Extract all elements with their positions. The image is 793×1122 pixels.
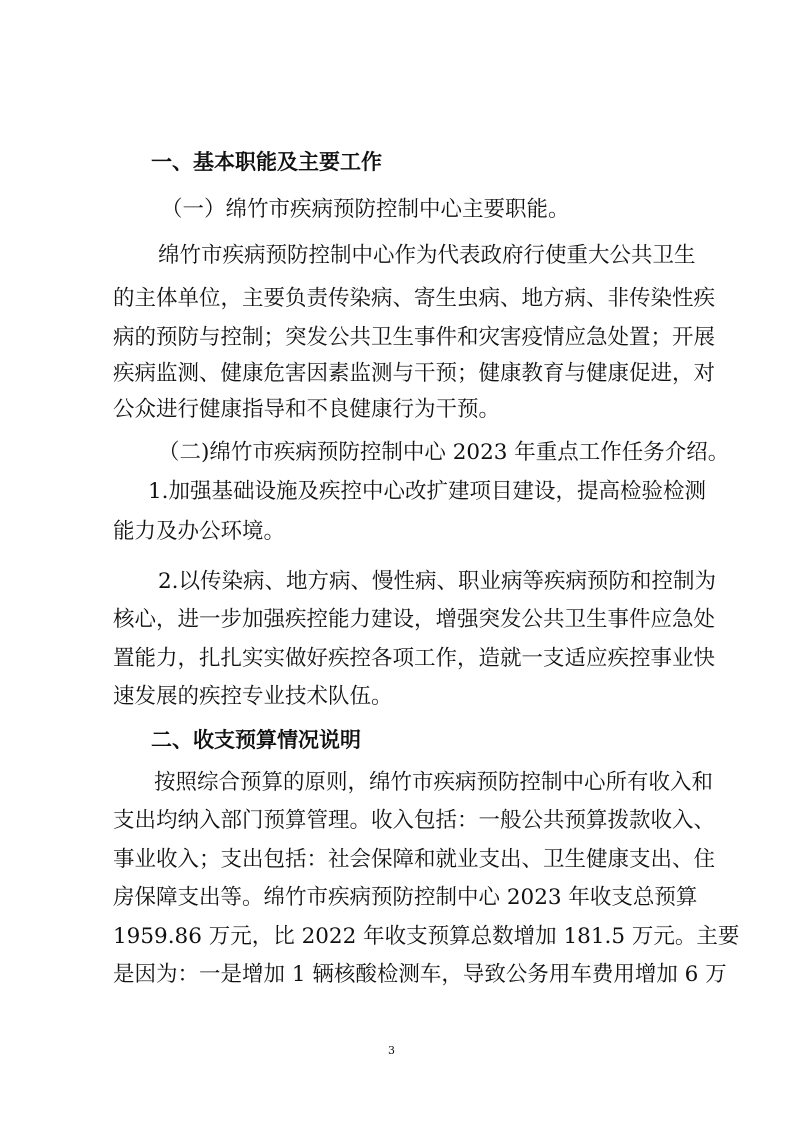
list-item-line: 能力及办公环境。 xyxy=(113,519,286,544)
section-heading-2: 二、收支预算情况说明 xyxy=(151,728,361,752)
section-heading-1: 一、基本职能及主要工作 xyxy=(151,150,382,174)
subsection-heading-1: （一）绵竹市疾病预防控制中心主要职能。 xyxy=(161,197,570,222)
paragraph-line: 支出均纳入部门预算管理。收入包括：一般公共预算拨款收入、 xyxy=(113,808,716,833)
list-item-line: 2.以传染病、地方病、慢性病、职业病等疾病预防和控制为 xyxy=(158,569,717,594)
paragraph-line: 的主体单位，主要负责传染病、寄生虫病、地方病、非传染性疾 xyxy=(113,286,716,311)
page-number: 3 xyxy=(388,1044,395,1057)
paragraph-line: 1959.86 万元，比 2022 年收支预算总数增加 181.5 万元。主要 xyxy=(113,924,740,949)
paragraph-line: 房保障支出等。绵竹市疾病预防控制中心 2023 年收支总预算 xyxy=(113,885,698,910)
list-item-line: 1.加强基础设施及疾控中心改扩建项目建设，提高检验检测 xyxy=(148,479,707,504)
paragraph-line: 是因为：一是增加 1 辆核酸检测车，导致公务用车费用增加 6 万 xyxy=(113,962,727,987)
subsection-heading-2: （二)绵竹市疾病预防控制中心 2023 年重点工作任务介绍。 xyxy=(158,440,730,465)
paragraph-line: 病的预防与控制；突发公共卫生事件和灾害疫情应急处置；开展 xyxy=(113,325,716,350)
list-item-line: 速发展的疾控专业技术队伍。 xyxy=(113,684,393,709)
paragraph-line: 绵竹市疾病预防控制中心作为代表政府行使重大公共卫生 xyxy=(158,243,696,268)
paragraph-line: 事业收入；支出包括：社会保障和就业支出、卫生健康支出、住 xyxy=(113,847,716,872)
list-item-line: 核心，进一步加强疾控能力建设，增强突发公共卫生事件应急处 xyxy=(113,607,716,632)
list-item-line: 置能力，扎扎实实做好疾控各项工作，造就一支适应疾控事业快 xyxy=(113,646,716,671)
paragraph-line: 按照综合预算的原则，绵竹市疾病预防控制中心所有收入和 xyxy=(154,770,714,795)
paragraph-line: 疾病监测、健康危害因素监测与干预；健康教育与健康促进，对 xyxy=(113,361,716,386)
paragraph-line: 公众进行健康指导和不良健康行为干预。 xyxy=(113,397,501,422)
